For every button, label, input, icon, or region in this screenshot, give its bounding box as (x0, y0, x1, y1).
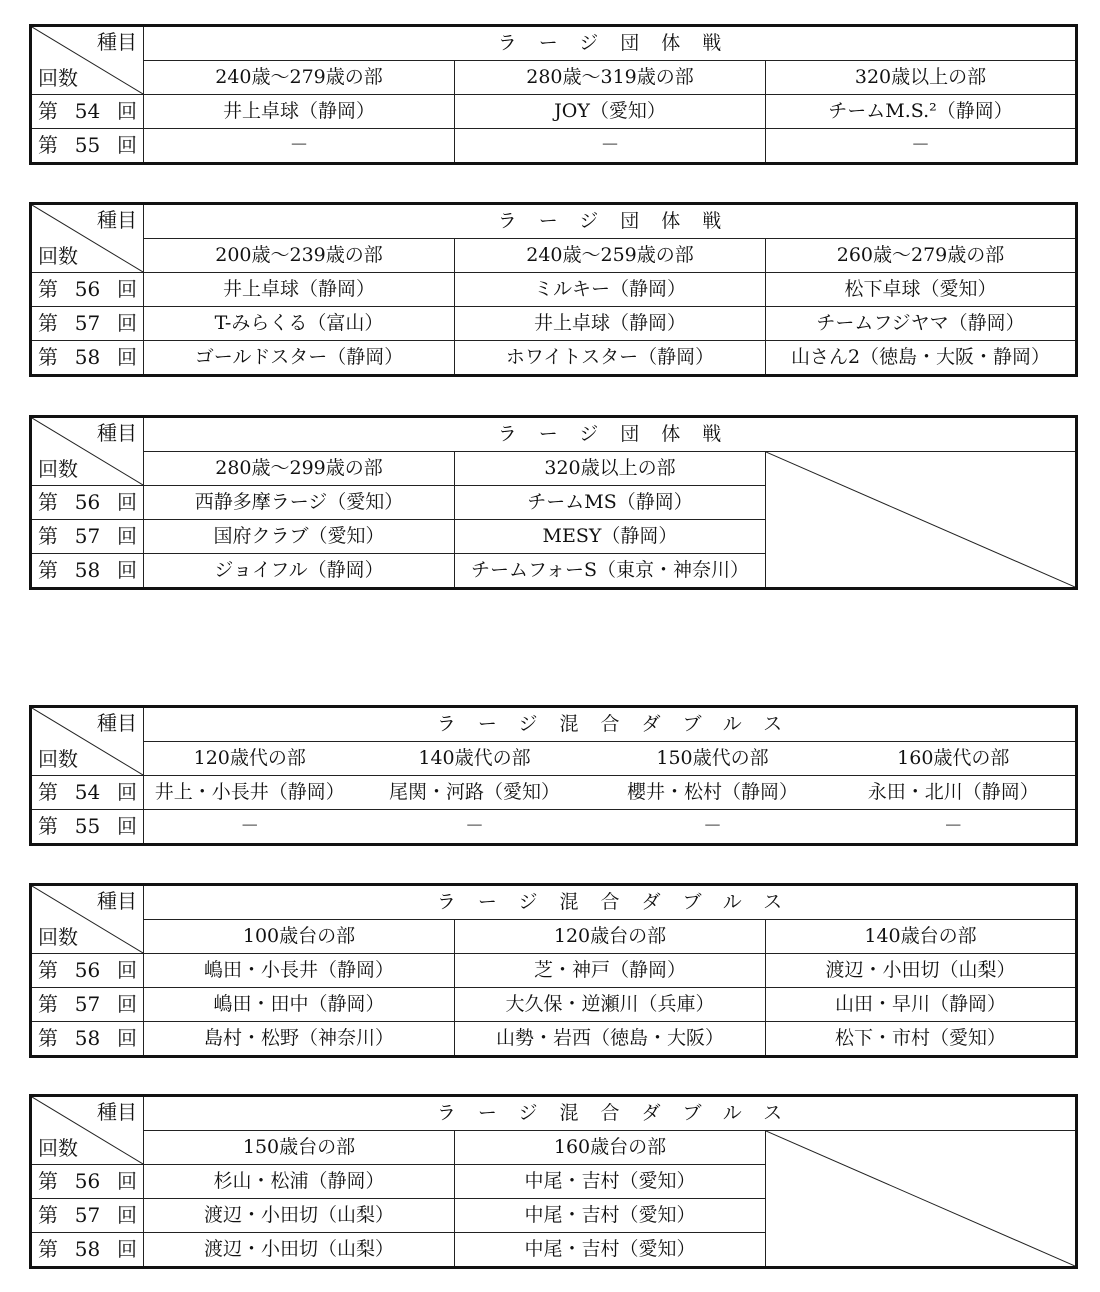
round-label: 第 58 回 (31, 554, 144, 589)
winner-cell: ゴールドスター（静岡） (144, 341, 455, 376)
winner-cell: 大久保・逆瀬川（兵庫） (455, 988, 766, 1022)
corner-label-round: 回数 (38, 457, 78, 481)
winner-cell: 渡辺・小田切（山梨） (766, 954, 1077, 988)
table-row (31, 810, 1077, 845)
corner-label-round: 回数 (38, 925, 78, 949)
round-label: 第 56 回 (31, 273, 144, 307)
category-header: 160歳台の部 (455, 1131, 766, 1165)
winner-cell: － (144, 810, 356, 845)
winner-cell: 山さん2（徳島・大阪・静岡） (766, 341, 1077, 376)
round-label: 第 54 回 (31, 776, 144, 810)
winner-cell: 山勢・岩西（徳島・大阪） (455, 1022, 766, 1057)
table-row (31, 1022, 1077, 1057)
table-row (31, 954, 1077, 988)
winner-cell: － (832, 810, 1077, 845)
winner-cell: MESY（静岡） (455, 520, 766, 554)
winner-cell: 松下・市村（愛知） (766, 1022, 1077, 1057)
winner-cell: 永田・北川（静岡） (832, 776, 1077, 810)
round-label: 第 58 回 (31, 1022, 144, 1057)
winner-cell: チームフォーS（東京・神奈川） (455, 554, 766, 589)
winner-cell: － (144, 129, 455, 164)
winner-cell: 井上卓球（静岡） (144, 95, 455, 129)
category-header: 120歳台の部 (455, 920, 766, 954)
winner-cell: T-みらくる（富山） (144, 307, 455, 341)
table-row (31, 307, 1077, 341)
category-header: 280歳〜299歳の部 (144, 452, 455, 486)
winner-cell: JOY（愛知） (455, 95, 766, 129)
winner-cell: 芝・神戸（静岡） (455, 954, 766, 988)
round-label: 第 57 回 (31, 307, 144, 341)
round-label: 第 56 回 (31, 954, 144, 988)
category-header: 150歳代の部 (594, 742, 832, 776)
category-header: 140歳代の部 (356, 742, 594, 776)
category-header: 160歳代の部 (832, 742, 1077, 776)
winner-cell: 渡辺・小田切（山梨） (144, 1233, 455, 1268)
category-header: 150歳台の部 (144, 1131, 455, 1165)
category-header: 240歳〜259歳の部 (455, 239, 766, 273)
winner-cell: 中尾・吉村（愛知） (455, 1233, 766, 1268)
corner-label-event: 種目 (97, 711, 137, 735)
corner-label-round: 回数 (38, 747, 78, 771)
round-label: 第 55 回 (31, 810, 144, 845)
empty-cell (766, 1131, 1077, 1268)
winner-cell: ミルキー（静岡） (455, 273, 766, 307)
table-header: ラージ混合ダブルス (144, 707, 1077, 742)
corner-label-event: 種目 (97, 1100, 137, 1124)
corner-cell (31, 204, 144, 273)
winner-cell: 尾関・河路（愛知） (356, 776, 594, 810)
table-row (31, 988, 1077, 1022)
corner-label-event: 種目 (97, 30, 137, 54)
results-table-2 (29, 202, 1078, 377)
corner-label-round: 回数 (38, 66, 78, 90)
winner-cell: － (766, 129, 1077, 164)
winner-cell: 松下卓球（愛知） (766, 273, 1077, 307)
winner-cell: 中尾・吉村（愛知） (455, 1165, 766, 1199)
round-label: 第 56 回 (31, 1165, 144, 1199)
corner-label-round: 回数 (38, 1136, 78, 1160)
category-header: 280歳〜319歳の部 (455, 61, 766, 95)
category-header: 320歳以上の部 (455, 452, 766, 486)
table-header: ラージ団体戦 (144, 204, 1077, 239)
table-row (31, 776, 1077, 810)
round-label: 第 58 回 (31, 1233, 144, 1268)
winner-cell: 嶋田・小長井（静岡） (144, 954, 455, 988)
category-header: 320歳以上の部 (766, 61, 1077, 95)
winner-cell: － (594, 810, 832, 845)
winner-cell: チームM.S.²（静岡） (766, 95, 1077, 129)
corner-cell (31, 1096, 144, 1165)
table-header: ラージ混合ダブルス (144, 885, 1077, 920)
results-table-1 (29, 24, 1078, 165)
round-label: 第 57 回 (31, 520, 144, 554)
corner-label-round: 回数 (38, 244, 78, 268)
round-label: 第 56 回 (31, 486, 144, 520)
winner-cell: 山田・早川（静岡） (766, 988, 1077, 1022)
table-header: ラージ団体戦 (144, 417, 1077, 452)
table-header: ラージ団体戦 (144, 26, 1077, 61)
corner-label-event: 種目 (97, 421, 137, 445)
winner-cell: 嶋田・田中（静岡） (144, 988, 455, 1022)
corner-cell (31, 885, 144, 954)
category-header: 140歳台の部 (766, 920, 1077, 954)
winner-cell: 井上卓球（静岡） (144, 273, 455, 307)
winner-cell: 国府クラブ（愛知） (144, 520, 455, 554)
winner-cell: チームフジヤマ（静岡） (766, 307, 1077, 341)
round-label: 第 55 回 (31, 129, 144, 164)
table-row (31, 129, 1077, 164)
round-label: 第 57 回 (31, 988, 144, 1022)
round-label: 第 57 回 (31, 1199, 144, 1233)
winner-cell: － (356, 810, 594, 845)
winner-cell: 井上卓球（静岡） (455, 307, 766, 341)
empty-cell (766, 452, 1077, 589)
category-header: 240歳〜279歳の部 (144, 61, 455, 95)
results-table-6 (29, 1094, 1078, 1269)
winner-cell: 櫻井・松村（静岡） (594, 776, 832, 810)
corner-cell (31, 707, 144, 776)
winner-cell: ジョイフル（静岡） (144, 554, 455, 589)
corner-cell (31, 26, 144, 95)
corner-label-event: 種目 (97, 889, 137, 913)
winner-cell: 島村・松野（神奈川） (144, 1022, 455, 1057)
category-header: 120歳代の部 (144, 742, 356, 776)
table-row (31, 95, 1077, 129)
winner-cell: ホワイトスター（静岡） (455, 341, 766, 376)
winner-cell: 杉山・松浦（静岡） (144, 1165, 455, 1199)
round-label: 第 58 回 (31, 341, 144, 376)
results-table-4 (29, 705, 1078, 846)
corner-label-event: 種目 (97, 208, 137, 232)
winner-cell: － (455, 129, 766, 164)
corner-cell (31, 417, 144, 486)
category-header: 200歳〜239歳の部 (144, 239, 455, 273)
results-table-3 (29, 415, 1078, 590)
winner-cell: 中尾・吉村（愛知） (455, 1199, 766, 1233)
category-header: 260歳〜279歳の部 (766, 239, 1077, 273)
winner-cell: 井上・小長井（静岡） (144, 776, 356, 810)
results-table-5 (29, 883, 1078, 1058)
table-header: ラージ混合ダブルス (144, 1096, 1077, 1131)
category-header: 100歳台の部 (144, 920, 455, 954)
winner-cell: チームMS（静岡） (455, 486, 766, 520)
table-row (31, 273, 1077, 307)
table-row (31, 341, 1077, 376)
round-label: 第 54 回 (31, 95, 144, 129)
winner-cell: 渡辺・小田切（山梨） (144, 1199, 455, 1233)
winner-cell: 西静多摩ラージ（愛知） (144, 486, 455, 520)
